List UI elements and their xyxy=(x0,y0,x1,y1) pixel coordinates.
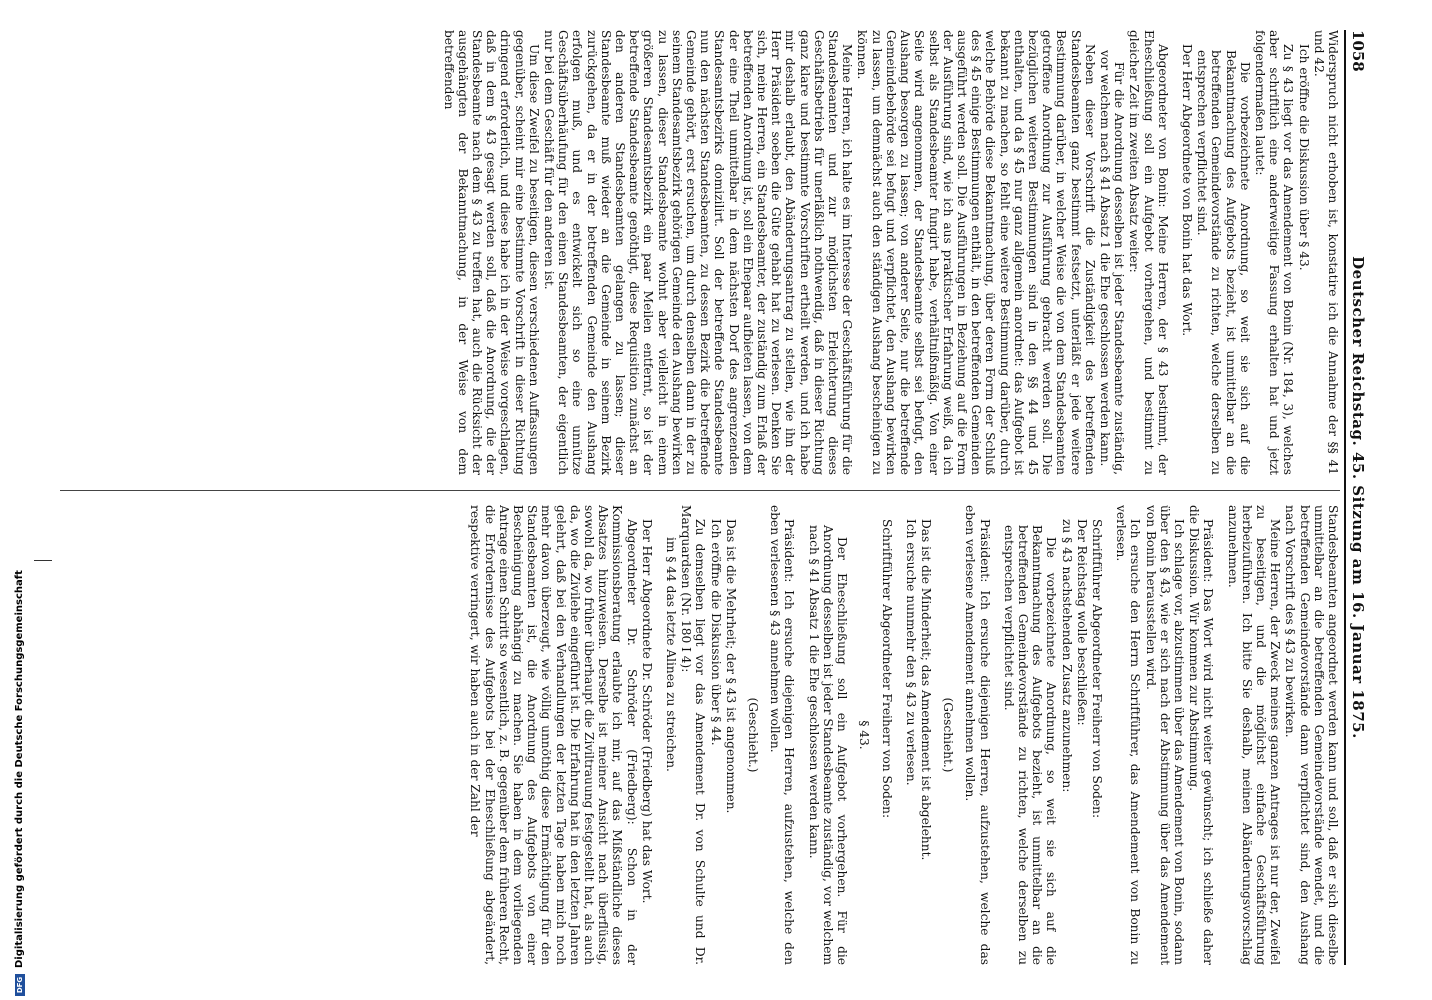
column-divider xyxy=(60,490,1340,491)
paragraph: Der Herr Abgeordnete Dr. Schröder (Friedberg) hat das Wort. xyxy=(639,519,654,904)
paragraph: Schriftführer Abgeordneter Freiherr von Soden: xyxy=(1089,519,1104,819)
paragraph: Zu demselben liegt vor das Amendement Dr. von Schulte und Dr. Marquardsen (Nr. 180 I 4): xyxy=(679,505,708,965)
right-column xyxy=(60,505,1340,965)
digitization-credit xyxy=(14,0,25,1000)
paragraph: Meine Herren, der Zweck meines ganzen Antrages ist nur der, Zweifel zu beseitigen, und die möglichst einfache Geschäftsführung herbeizuführen. Ich bitte Sie deshalb, meinen Abänderungsvorschlag anzunehmen. xyxy=(1225,505,1283,965)
paragraph: Zu § 43 liegt vor das Amendement von Bonin (Nr. 184, 3), welches aber schriftlich eine anderweitige Fassung erhalten hat und jetzt folgendermaßen lautet: xyxy=(1252,30,1296,475)
paragraph: Der Herr Abgeordnete von Bonin hat das Wort. xyxy=(1179,44,1194,337)
paragraph: Ich ersuche nunmehr den § 43 zu verlesen. xyxy=(903,519,918,786)
paragraph: im § 44 das letzte Alinea zu streichen. xyxy=(664,537,679,772)
page-number: 1058 xyxy=(1349,30,1367,72)
paragraph: Der Reichstag wolle beschließen: xyxy=(1074,519,1089,726)
page-header xyxy=(1344,30,1372,965)
paragraph: Abgeordneter Dr. Schröder (Friedberg): Schon in der Kommissionsberatung erlaubte ich mir, auf das Mißständliche dieses Absatzes hinzuweisen. Derselbe ist meiner Ansicht nach überflüssig, sowohl da, wo früher überhaupt die Ziviltrauung festgestellt hat, als auch da, wo die Zivilehe eingeführt ist. Die Erfahrung hat in den letzten Jahren gelehrt, daß bei den Verhandlungen der letzten Tage haben mich noch mehr davon überzeugt, wie völlig unnöthig diese Ermächtigung für den Standesbeamten ist, die Anordnung des Aufgebots von einer Bescheinigung abhängig zu machen. Sie haben in dem vorliegenden Antrage einen Schritt so wesentlich, z. B. gegenüber dem früheren Recht, die Erfordernisse des Aufgebots bei der Eheschließung abgeändert, respektive verringert, wir haben auch in der Zahl der xyxy=(468,505,639,965)
paragraph: Um diese Zweifel zu beseitigen, diesen verschiedenen Auffassungen gegenüber, scheint mir eine bestimmte Vorschrift in dieser Richtung dringend erforderlich, und diese habe ich in der Weise vorgeschlagen, daß in dem § 43 gesagt werden soll, daß die Anordnung, die der Standesbeamte nach dem § 43 zu treffen hat, auch die Rücksicht der ausgehängten der Bekanntmachung, in der Weise von dem betreffenden xyxy=(441,30,541,475)
paragraph: Für die Anordnung desselben ist jeder Standesbeamte zuständig, vor welchem nach § 41 Absatz 1 die Ehe geschlossen werden kann. xyxy=(1097,50,1127,475)
paragraph: (Geschieht.) xyxy=(941,697,956,773)
dfg-logo-icon: DFG xyxy=(15,974,25,996)
paragraph: Ich schlage vor, abzustimmen über das Amendement von Bonin, sodann über den § 43, wie er sich nach der Abstimmung über das Amendement von Bonin herausstellen wird. xyxy=(1143,505,1186,965)
paragraph: zu § 43 nachstehenden Zusatz anzunehmen: xyxy=(1059,519,1074,793)
paragraph: Schriftführer Abgeordneter Freiherr von Soden: xyxy=(879,519,894,819)
paragraph: § 43. xyxy=(857,720,872,750)
paragraph: Standesbeamten angeordnet werden kann und soll, daß er sich dieselbe unmittelbar an die betreffenden Gemeindevorstände wendet, und die betreffenden Gemeindevorstände dann verpflichtet sind, den Aushang nach Vorschrift des § 43 zu bewirken. xyxy=(1283,505,1340,965)
scan-mark xyxy=(34,560,52,561)
paragraph: Präsident: Ich ersuche diejenigen Herren, aufzustehen, welche das eben verlesene Amendement annehmen wollen. xyxy=(963,505,992,965)
paragraph: Abgeordneter von Bonin: Meine Herren, der § 43 bestimmt, der Eheschließung soll ein Aufgebot vorhergehen, und bestimmt zu gleicher Zeit im zweiten Absatz weiter: xyxy=(1127,30,1170,475)
paragraph: (Geschieht.) xyxy=(746,697,761,773)
paragraph: Ich ersuche den Herrn Schriftführer, das Amendement von Bonin zu verlesen. xyxy=(1114,505,1143,965)
paragraph: Die vorbezeichnete Anordnung, so weit sie sich auf die Bekanntmachung des Aufgebots bezieht, ist unmittelbar an die betreffenden Gemeindevorstände zu richten, welche derselben zu entsprechen verpflichtet sind. xyxy=(1001,525,1059,965)
paragraph: Die vorbezeichnete Anordnung, so weit sie sich auf die Bekanntmachung des Aufgebots bezieht, ist unmittelbar an die betreffenden Gemeindevorstände zu richten, welche derselben zu entsprechen verpflichtet sind. xyxy=(1195,50,1252,475)
paragraph: Das ist die Minderheit; das Amendement ist abgelehnt. xyxy=(918,519,933,861)
paragraph: Ich eröffne die Diskussion über § 44. xyxy=(708,519,723,746)
paragraph: Ich eröffne die Diskussion über § 43. xyxy=(1296,44,1311,271)
paragraph: Der Eheschließung soll ein Aufgebot vorhergehen. Für die Anordnung desselben ist jeder Standesbeamte zuständig, vor welchem nach § 41 Absatz 1 die Ehe geschlossen werden kann. xyxy=(806,525,850,965)
paragraph: Das ist die Mehrheit; der § 43 ist angenommen. xyxy=(723,519,738,814)
paragraph: Präsident: Ich ersuche diejenigen Herren, aufzustehen, welche den eben verlesenen § 43 annehmen wollen. xyxy=(768,505,797,965)
left-column xyxy=(60,30,1340,475)
paragraph: Neben dieser Vorschrift die Zuständigkeit des betreffenden Standesbeamten ganz bestimmt festsetzt, unterläßt er jede weitere Bestimmung darüber, in welcher Weise die von dem Standesbeamten getroffene Anordnung zur Ausführung gebracht werden soll. Die bezüglichen weiteren Bestimmungen sind in den §§ 44 und 45 enthalten, und da § 45 nur ganz allgemein anordnet: das Aufgebot ist bekannt zu machen, so fehlt eine weitere Bestimmung darüber, durch welche Behörde diese Bekanntmachung, über deren Form der Schluß des § 45 einige Bestimmungen enthält, in den betreffenden Gemeinden ausgeführt werden soll. Die Ausführungen in Beziehung auf die Form der Ausführung sind, wie ich aus praktischer Erfahrung weiß, da ich selbst als Standesbeamter fungirt habe, verhältnißmäßig. Von einer Seite wird angenommen, der Standesbeamte selbst sei befugt, den Aushang besorgen zu lassen; von anderer Seite, nur die betreffende Gemeindebehörde sei befugt und verpflichtet, den Aushang bewirken zu lassen, um demnächst auch den ständigen Aushang bescheinigen zu können. xyxy=(855,30,1097,475)
paragraph: Widerspruch nicht erhoben ist, konstatire ich die Annahme der §§ 41 und 42. xyxy=(1311,30,1340,475)
running-title: Deutscher Reichstag. 45. Sitzung am 16. Januar 1875. xyxy=(1349,256,1367,739)
paragraph: Meine Herren, ich halte es im Interesse der Geschäftsführung für die Standesbeamten und zur möglichsten Erleichterung dieses Geschäftsbetriebs für unerläßlich nothwendig, daß in dieser Richtung ganz klare und bestimmte Vorschriften ertheilt werden, und ich habe mir deshalb erlaubt, den Abänderungsantrag zu stellen, wie ihn der Herr Präsident soeben die Güte gehabt hat zu verlesen. Denken Sie sich, meine Herren, ein Standesbeamter, der zuständig zum Erlaß der betreffenden Anordnung ist, soll ein Ehepaar aufbieten lassen, von dem der eine Theil unmittelbar in dem nächsten Dorf des angrenzenden Standesamtsbezirks domizilirt. Soll der betreffende Standesbeamte nun den nächsten Standesbeamten, zu dessen Bezirk die betreffende Gemeinde gehört, erst ersuchen, um durch denselben dann in der zu seinem Standesamtsbezirk gehörigen Gemeinde den Aushang bewirken zu lassen, dieser Standesbeamte wohnt aber vielleicht in einem größeren Standesamtsbezirk ein paar Meilen entfernt, so ist der betreffende Standesbeamte genöthigt, diese Requisition zunächst an den anderen Standesbeamten gelangen zu lassen; dieser Standesbeamte muß wieder an die Gemeinde in seinem Bezirk zurückgehen, da er in der betreffenden Gemeinde den Aushang erfolgen muß, und es entwickelt sich so eine unnütze Geschäftsüberhäufung für den einen Standesbeamten, der eigentlich nur bei dem Geschäft für den anderen ist. xyxy=(542,30,855,475)
paragraph: Präsident: Das Wort wird nicht weiter gewünscht; ich schließe daher die Diskussion. Wir kommen zur Abstimmung. xyxy=(1187,505,1216,965)
credit-text: Digitalisierung gefördert durch die Deutsche Forschungsgemeinschaft xyxy=(14,570,25,968)
